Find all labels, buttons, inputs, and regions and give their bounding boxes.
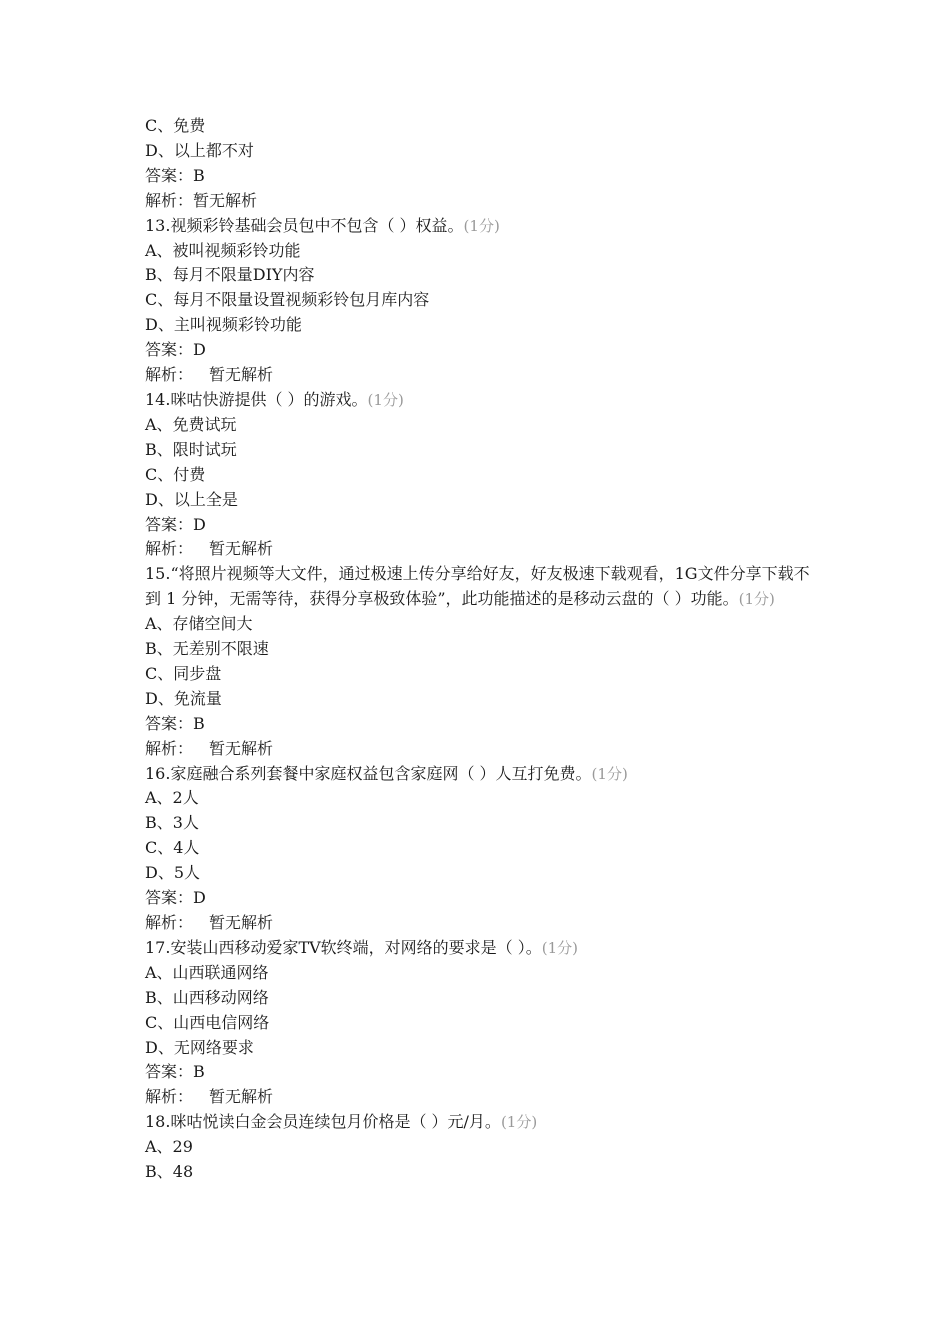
analysis-label: 解析： [145, 913, 194, 932]
analysis-label: 解析： [145, 365, 194, 385]
option-line: C、同步盘 [145, 663, 222, 683]
analysis-text: 暂无解析 [209, 1087, 274, 1107]
question-score: (1分) [500, 1113, 538, 1132]
lead-block [145, 114, 815, 214]
question-score: (1分) [738, 590, 775, 609]
answer-line: 答案：B [145, 713, 205, 733]
analysis-text: 暂无解析 [209, 738, 274, 758]
analysis-text: 暂无解析 [209, 539, 274, 559]
option-line: C、免费 [145, 116, 206, 135]
question-block [145, 1110, 815, 1185]
option-line: B、每月不限量DIY内容 [145, 265, 315, 285]
question-stem: 16.家庭融合系列套餐中家庭权益包含家庭网（ ）人互打免费。 [145, 763, 592, 783]
question-text [145, 214, 815, 239]
option-line: A、2人 [145, 788, 199, 808]
option-line: C、付费 [145, 464, 206, 484]
answer-line: 答案：B [145, 165, 205, 185]
question-stem: 17.安装山西移动爱家TV软终端，对网络的要求是（ ）。 [145, 937, 542, 957]
option-line: C、山西电信网络 [145, 1012, 270, 1032]
question-block [145, 388, 815, 562]
question-text [145, 562, 815, 612]
analysis-line: 解析：暂无解析 [145, 190, 258, 210]
question-list [145, 214, 815, 1185]
option-line: D、免流量 [145, 688, 222, 708]
document-body [145, 114, 815, 1185]
analysis-line [145, 737, 815, 762]
question-score: (1分) [463, 216, 500, 235]
option-line: A、存储空间大 [145, 614, 253, 634]
option-line: D、主叫视频彩铃功能 [145, 315, 302, 335]
option-line: D、5人 [145, 863, 201, 883]
question-text [145, 388, 815, 413]
analysis-text: 暂无解析 [209, 365, 274, 385]
option-line: B、山西移动网络 [145, 987, 269, 1007]
question-block [145, 762, 815, 936]
option-line: C、每月不限量设置视频彩铃包月库内容 [145, 290, 430, 310]
answer-line: 答案：D [145, 514, 206, 534]
question-text [145, 762, 815, 787]
question-score: (1分) [367, 390, 404, 409]
option-line: D、以上都不对 [145, 140, 254, 160]
question-stem: 15.“将照片视频等大文件，通过极速上传分享给好友，好友极速下载观看，1G文件分享下载不到 1 分钟，无需等待，获得分享极致体验”，此功能描述的是移动云盘的（ ）功能。 [145, 564, 810, 609]
option-line: A、山西联通网络 [145, 962, 269, 982]
option-line: B、限时试玩 [145, 439, 237, 459]
option-line: A、免费试玩 [145, 414, 237, 434]
option-line: C、4人 [145, 838, 200, 858]
question-score: (1分) [541, 938, 579, 957]
option-line: A、29 [145, 1137, 193, 1157]
question-block [145, 214, 815, 388]
question-text [145, 936, 815, 961]
question-stem: 13.视频彩铃基础会员包中不包含（ ）权益。 [145, 215, 464, 235]
analysis-label: 解析： [145, 1087, 194, 1107]
analysis-label: 解析： [145, 738, 194, 758]
analysis-line [145, 1085, 815, 1110]
option-line: D、以上全是 [145, 489, 238, 509]
option-line: B、3人 [145, 813, 199, 833]
option-line: A、被叫视频彩铃功能 [145, 240, 301, 260]
analysis-line [145, 911, 815, 936]
question-text [145, 1110, 815, 1135]
answer-line: 答案：D [145, 340, 206, 360]
question-block [145, 936, 815, 1110]
answer-line: 答案：D [145, 888, 206, 908]
option-line: D、无网络要求 [145, 1037, 254, 1057]
analysis-label: 解析： [145, 539, 194, 559]
option-line: B、48 [145, 1162, 194, 1182]
analysis-text: 暂无解析 [209, 913, 274, 932]
analysis-line [145, 363, 815, 388]
option-line: B、无差别不限速 [145, 639, 269, 659]
question-stem: 14.咪咕快游提供（ ）的游戏。 [145, 389, 368, 409]
question-score: (1分) [591, 764, 628, 783]
question-stem: 18.咪咕悦读白金会员连续包月价格是（ ）元/月。 [145, 1112, 501, 1132]
analysis-line [145, 537, 815, 562]
answer-line: 答案：B [145, 1062, 205, 1082]
question-block [145, 562, 815, 761]
